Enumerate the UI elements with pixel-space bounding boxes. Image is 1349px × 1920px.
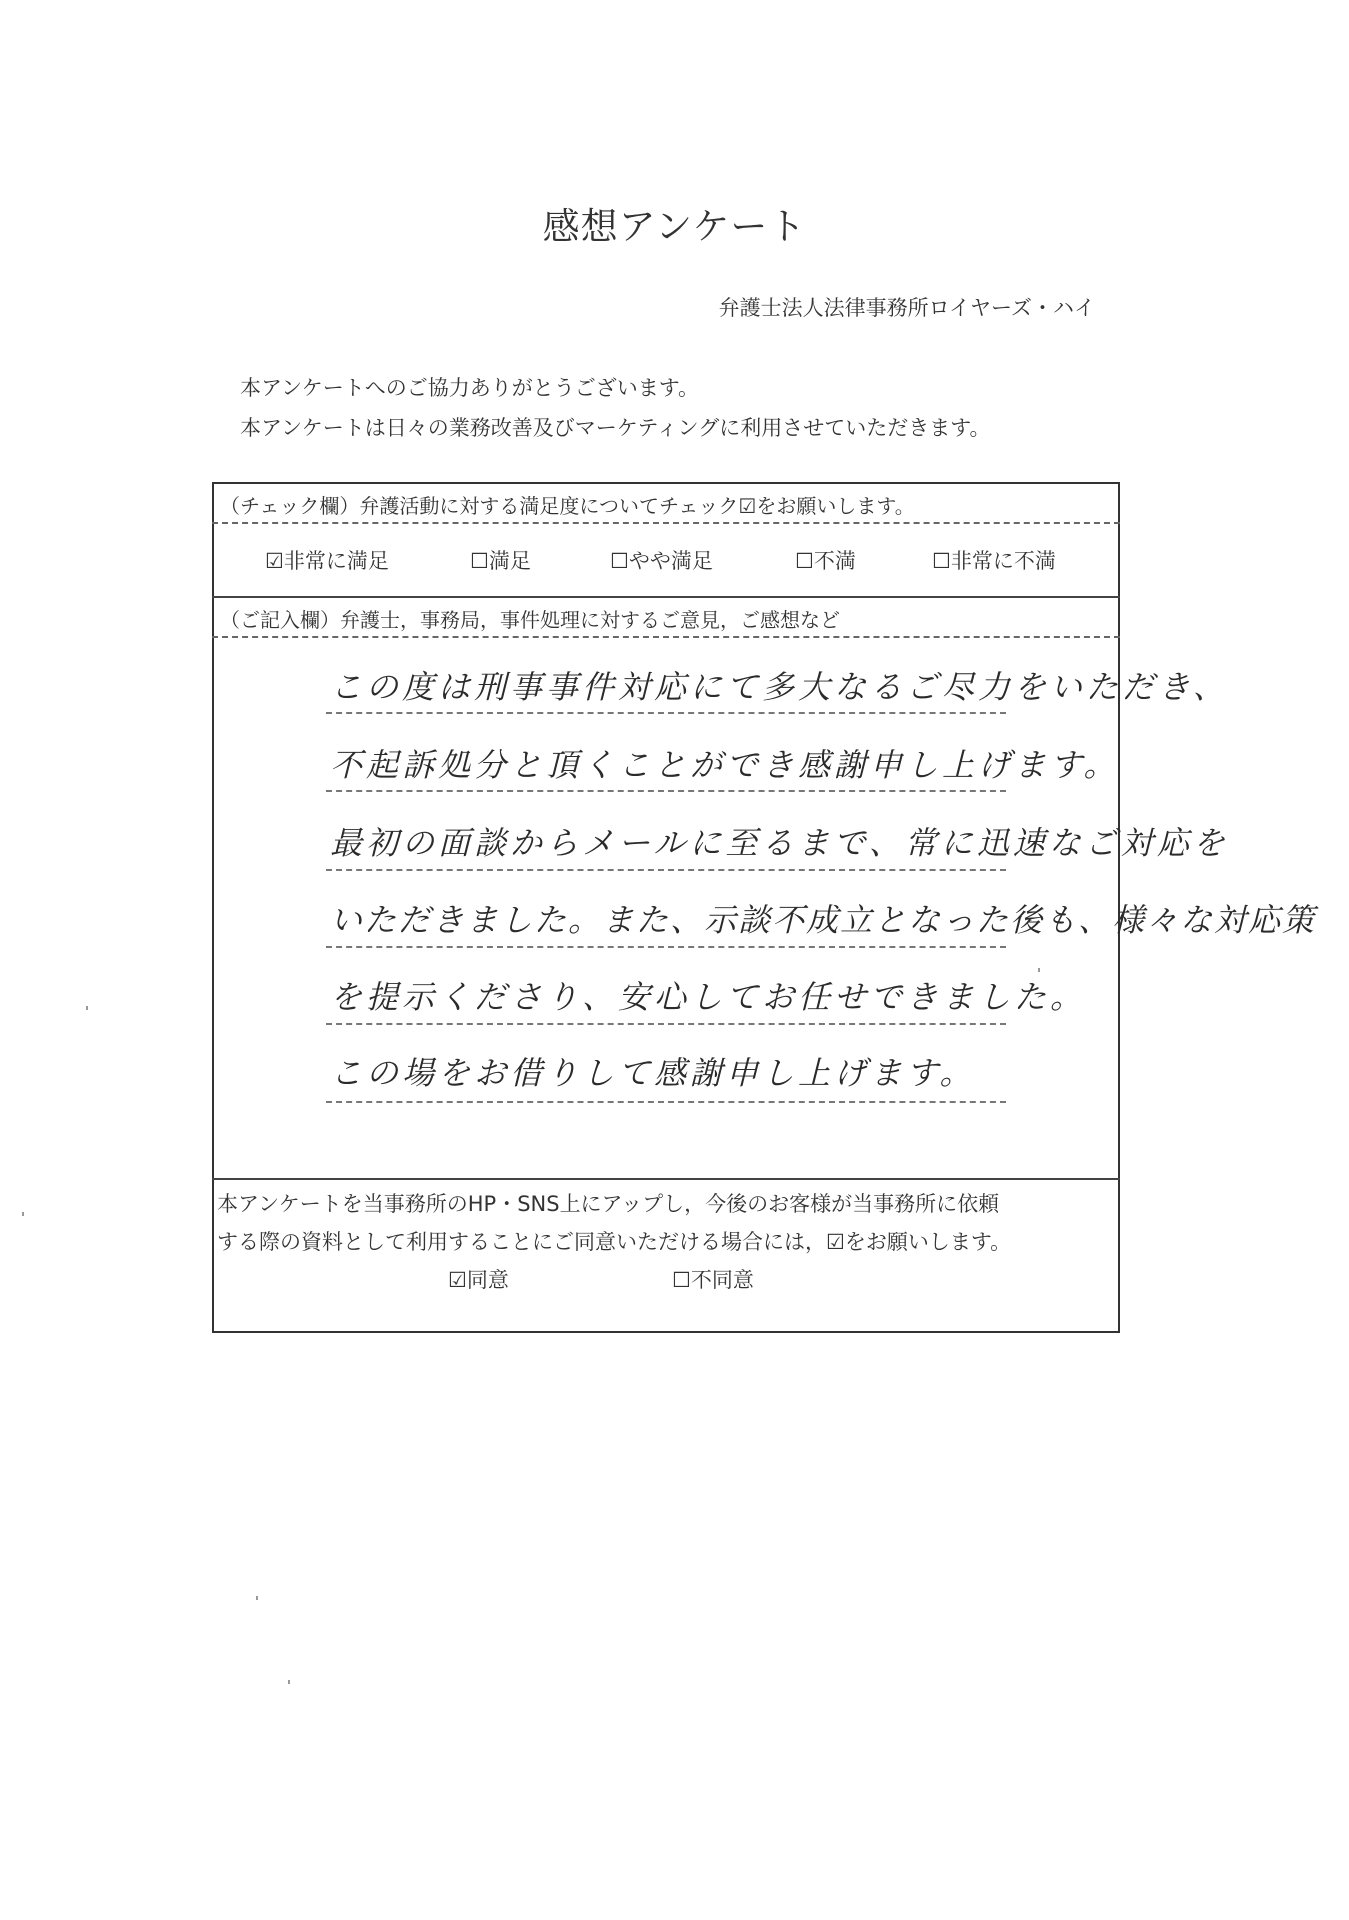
handwritten-comment-line: いただきました。また、示談不成立となった後も、様々な対応策	[330, 901, 1317, 939]
consent-text-line-2: する際の資料として利用することにご同意いただける場合には，☑をお願いします。	[217, 1230, 1012, 1254]
handwritten-comment-line: この度は刑事事件対応にて多大なるご尽力をいただき、	[330, 668, 1229, 706]
check-section-header: （チェック欄）弁護活動に対する満足度についてチェック☑をお願いします。	[220, 494, 915, 518]
option-very-dissatisfied-checkbox[interactable]: ☐非常に不満	[932, 549, 1056, 573]
consent-agree-checkbox[interactable]: ☑同意	[448, 1268, 509, 1292]
intro-line-1: 本アンケートへのご協力ありがとうございます。	[240, 376, 700, 400]
divider	[212, 636, 1120, 638]
scan-speck	[288, 1680, 290, 1684]
divider	[212, 522, 1120, 524]
ruled-line	[326, 946, 1006, 948]
ruled-line	[326, 869, 1006, 871]
ruled-line	[326, 1101, 1006, 1103]
scan-speck	[1038, 968, 1040, 972]
option-dissatisfied-checkbox[interactable]: ☐不満	[795, 549, 856, 573]
consent-text-line-1: 本アンケートを当事務所のHP・SNS上にアップし，今後のお客様が当事務所に依頼	[217, 1192, 1000, 1216]
intro-line-2: 本アンケートは日々の業務改善及びマーケティングに利用させていただきます。	[240, 416, 991, 440]
scan-speck	[256, 1596, 258, 1600]
page-title: 感想アンケート	[542, 205, 807, 248]
divider	[212, 596, 1120, 598]
option-somewhat-satisfied-checkbox[interactable]: ☐やや満足	[610, 549, 713, 573]
comment-section-header: （ご記入欄）弁護士，事務局，事件処理に対するご意見，ご感想など	[220, 608, 840, 632]
handwritten-comment-line: この場をお借りして感謝申し上げます。	[330, 1054, 976, 1092]
handwritten-comment-line: 不起訴処分と頂くことができ感謝申し上げます。	[330, 746, 1120, 784]
consent-disagree-checkbox[interactable]: ☐不同意	[672, 1268, 754, 1292]
option-very-satisfied-checkbox[interactable]: ☑非常に満足	[265, 549, 389, 573]
handwritten-comment-line: 最初の面談からメールに至るまで、常に迅速なご対応を	[330, 824, 1229, 862]
handwritten-comment-line: を提示くださり、安心してお任せできました。	[330, 978, 1087, 1016]
firm-name: 弁護士法人法律事務所ロイヤーズ・ハイ	[718, 296, 1095, 320]
divider	[212, 1178, 1120, 1180]
ruled-line	[326, 1023, 1006, 1025]
option-satisfied-checkbox[interactable]: ☐満足	[470, 549, 531, 573]
scan-speck	[22, 1212, 24, 1216]
ruled-line	[326, 712, 1006, 714]
ruled-line	[326, 790, 1006, 792]
scan-speck	[86, 1006, 88, 1010]
